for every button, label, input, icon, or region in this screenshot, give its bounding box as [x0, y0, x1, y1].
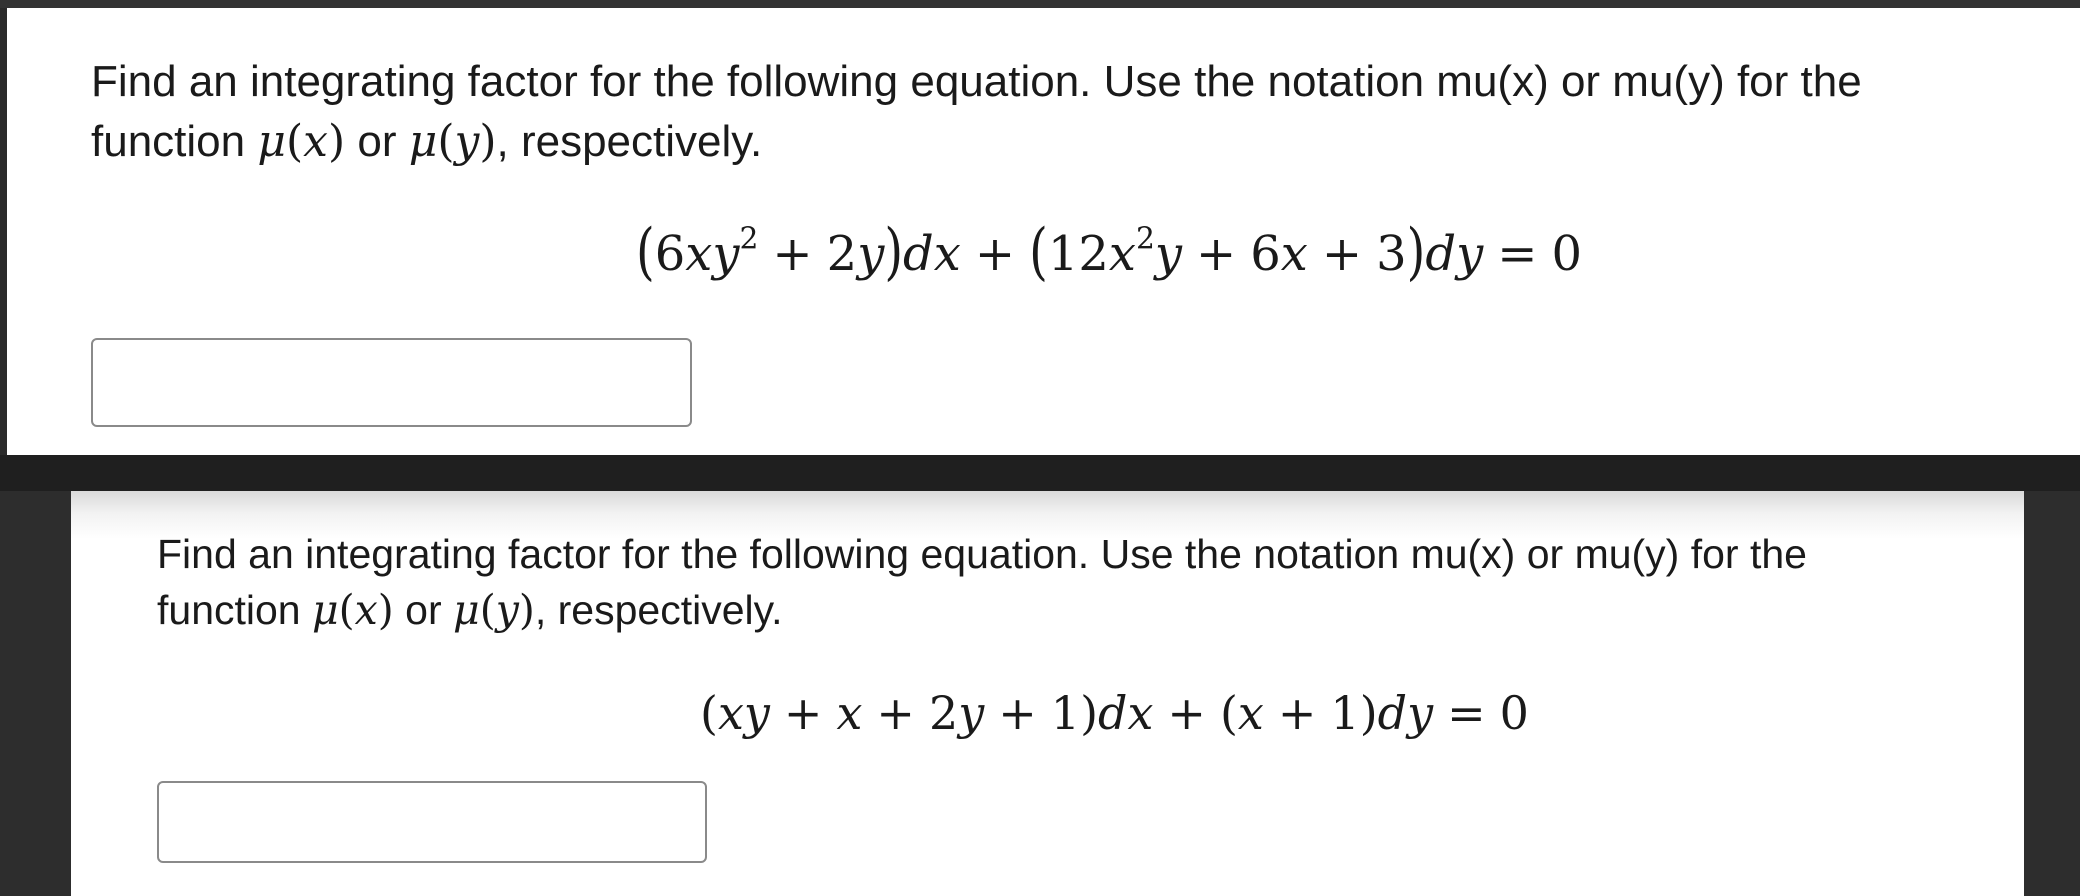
math-op: +: [1321, 226, 1363, 282]
math-var-y: y: [712, 226, 740, 282]
math-op: +: [974, 226, 1016, 282]
math-var-y: y: [743, 686, 770, 740]
paren: (: [1219, 686, 1238, 740]
question-1-answer-input[interactable]: [91, 338, 692, 427]
question-2-answer-input[interactable]: [157, 781, 707, 863]
math-op: =: [1447, 686, 1486, 740]
math-d: d: [1425, 226, 1457, 282]
big-paren: (: [1029, 216, 1048, 289]
big-paren: ): [1406, 216, 1426, 289]
math-var-x: x: [1127, 686, 1154, 740]
paren: ): [479, 116, 497, 167]
question-1-prompt: [91, 52, 2071, 172]
paren: (: [437, 116, 455, 167]
math-var-y: y: [495, 586, 519, 634]
math-num: 1: [1330, 686, 1360, 740]
mu-symbol: μ: [408, 116, 438, 167]
math-d: d: [1377, 686, 1408, 740]
question-1-prompt-suffix: , respectively.: [496, 117, 763, 166]
math-var-x: x: [933, 226, 961, 282]
question-1-or-word: or: [345, 117, 409, 166]
paren: ): [518, 586, 535, 634]
math-num: 0: [1551, 226, 1582, 282]
math-var-y: y: [1456, 226, 1484, 282]
math-var-y: y: [958, 686, 985, 740]
math-num: 2: [826, 226, 858, 282]
question-1-prompt-line1: Find an integrating factor for the following equation. Use the notation mu(x) or mu(y) for the: [91, 57, 1862, 106]
question-2-or-word: or: [393, 587, 454, 633]
paren: (: [285, 116, 304, 167]
math-var-x: x: [1280, 226, 1308, 282]
math-op: +: [772, 226, 813, 282]
big-paren: (: [636, 216, 655, 289]
math-d: d: [1098, 686, 1128, 740]
math-num: 6: [654, 226, 686, 282]
question-2-equation: [700, 683, 1529, 743]
question-2-prompt-line1: Find an integrating factor for the following equation. Use the notation mu(x) or mu(y) for the: [157, 531, 1807, 577]
question-1-equation: [636, 216, 1582, 289]
math-var-y: y: [857, 226, 885, 282]
paren: ): [1080, 686, 1099, 740]
question-2-prompt-suffix: , respectively.: [534, 587, 783, 633]
question-2-prompt: [157, 526, 2017, 638]
mu-symbol: μ: [257, 116, 286, 167]
math-num: 2: [928, 686, 959, 740]
math-var-x: x: [354, 586, 378, 634]
paren: ): [1359, 686, 1378, 740]
math-num: 6: [1250, 226, 1281, 282]
math-op: +: [1277, 686, 1317, 740]
math-num: 3: [1376, 226, 1407, 282]
math-var-y: y: [1407, 686, 1434, 740]
paren: (: [338, 586, 355, 634]
panel-divider: [0, 455, 2080, 491]
paren: ): [327, 116, 346, 167]
math-var-x: x: [717, 686, 744, 740]
math-var-x: x: [1237, 686, 1264, 740]
math-var-y: y: [454, 116, 480, 167]
question-2-prompt-prefix: function: [157, 587, 312, 633]
math-op: +: [876, 686, 915, 740]
window-top-bar: [0, 0, 2080, 8]
math-var-x: x: [303, 116, 328, 167]
math-exponent: 2: [739, 221, 759, 257]
paren: (: [479, 586, 496, 634]
math-num: 1: [1050, 686, 1081, 740]
math-d: d: [903, 226, 934, 282]
paren: (: [700, 686, 718, 740]
math-op: =: [1497, 226, 1538, 282]
math-op: +: [1196, 226, 1237, 282]
math-op: +: [1167, 686, 1206, 740]
math-var-x: x: [1108, 226, 1136, 282]
math-num: 0: [1499, 686, 1529, 740]
math-var-y: y: [1154, 226, 1183, 282]
math-num: 12: [1047, 226, 1109, 282]
mu-symbol: μ: [453, 586, 480, 634]
math-op: +: [783, 686, 823, 740]
mu-symbol: μ: [312, 586, 339, 634]
big-paren: ): [884, 216, 904, 289]
paren: ): [377, 586, 394, 634]
question-1-prompt-prefix: function: [91, 117, 258, 166]
math-var-x: x: [836, 686, 863, 740]
math-exponent: 2: [1135, 221, 1155, 257]
math-var-x: x: [685, 226, 713, 282]
math-op: +: [998, 686, 1037, 740]
